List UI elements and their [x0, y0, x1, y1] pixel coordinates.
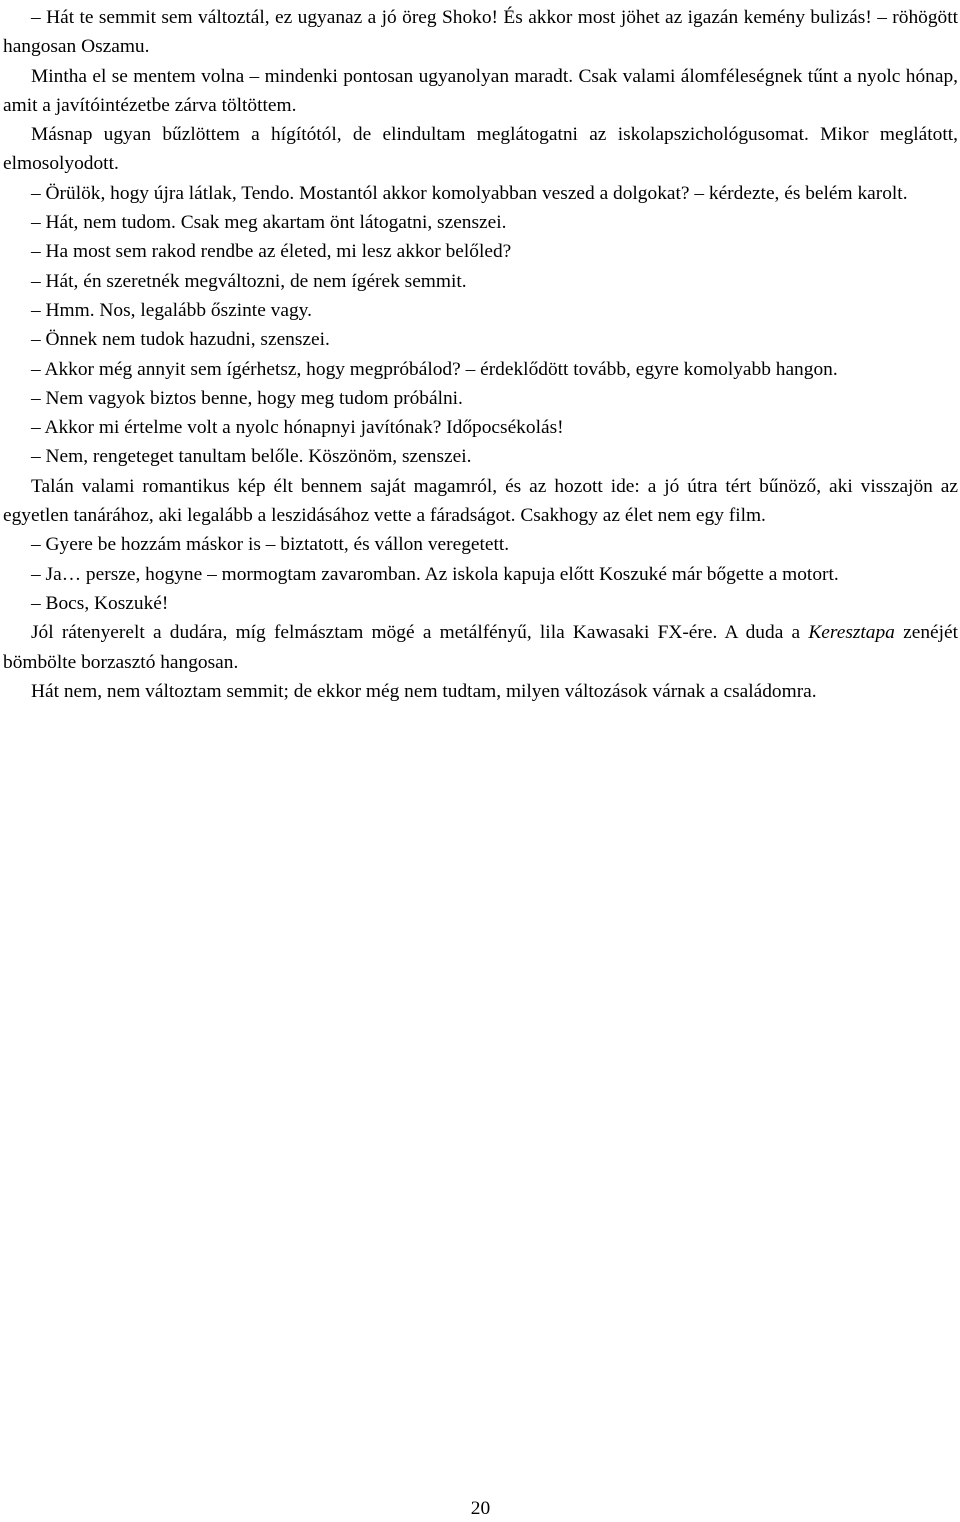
paragraph-4: – Örülök, hogy újra látlak, Tendo. Mostantól akkor komolyabban veszed a dolgokat? – kérdezte, és belém karolt. — [31, 182, 908, 204]
page-number: 20 — [470, 1498, 491, 1519]
paragraph-10: – Akkor még annyit sem ígérhetsz, hogy megpróbálod? – érdeklődött tovább, egyre komolyabb hangon. — [31, 358, 838, 380]
paragraph-7: – Hát, én szeretnék megváltozni, de nem ígérek semmit. — [31, 270, 467, 292]
body-text — [3, 3, 958, 706]
document-page — [3, 0, 958, 1522]
paragraph-6: – Ha most sem rakod rendbe az életed, mi lesz akkor belőled? — [31, 241, 512, 263]
paragraph-5: – Hát, nem tudom. Csak meg akartam önt látogatni, szenszei. — [31, 212, 507, 234]
paragraph-18 — [3, 618, 958, 677]
paragraph-3: Másnap ugyan bűzlöttem a hígítótól, de elindultam meglátogatni az iskolapszichológusomat. Mikor meglátott, elmosolyodott. — [3, 124, 958, 175]
paragraph-2: Mintha el se mentem volna – mindenki pontosan ugyanolyan maradt. Csak valami álomféleségnek tűnt a nyolc hónap, amit a javítóintézetbe zárva töltöttem. — [3, 65, 958, 116]
paragraph-11: – Nem vagyok biztos benne, hogy meg tudom próbálni. — [31, 387, 463, 409]
paragraph-14: Talán valami romantikus kép élt bennem saját magamról, és az hozott ide: a jó útra tért bűnöző, aki visszajön az egyetlen tanárához, aki legalább a leszidásához vette a fáradságot. Csakhogy az élet nem egy film. — [3, 475, 958, 527]
paragraph-9: – Önnek nem tudok hazudni, szenszei. — [31, 329, 330, 351]
paragraph-8: – Hmm. Nos, legalább őszinte vagy. — [31, 299, 312, 321]
paragraph-18-text-after: zenéjét bömbölte borzasztó hangosan. — [3, 622, 958, 673]
paragraph-1: – Hát te semmit sem változtál, ez ugyanaz a jó öreg Shoko! És akkor most jöhet az igazán kemény bulizás! – röhögött hangosan Oszamu. — [3, 7, 958, 58]
paragraph-19: Hát nem, nem változtam semmit; de ekkor még nem tudtam, milyen változások várnak a családomra. — [31, 680, 817, 702]
paragraph-16: – Ja… persze, hogyne – mormogtam zavaromban. Az iskola kapuja előtt Koszuké már bőgette a motort. — [31, 563, 839, 585]
paragraph-15: – Gyere be hozzám máskor is – biztatott, és vállon veregetett. — [31, 534, 510, 556]
paragraph-18-text-before: Jól rátenyerelt a dudára, míg felmásztam mögé a metálfényű, lila Kawasaki FX-ére. A duda a — [31, 622, 809, 644]
film-title-italic: Keresztapa — [808, 622, 895, 644]
paragraph-13: – Nem, rengeteget tanultam belőle. Köszönöm, szenszei. — [31, 446, 472, 468]
paragraph-12: – Akkor mi értelme volt a nyolc hónapnyi javítónak? Időpocsékolás! — [31, 417, 564, 439]
paragraph-17: – Bocs, Koszuké! — [31, 592, 169, 614]
